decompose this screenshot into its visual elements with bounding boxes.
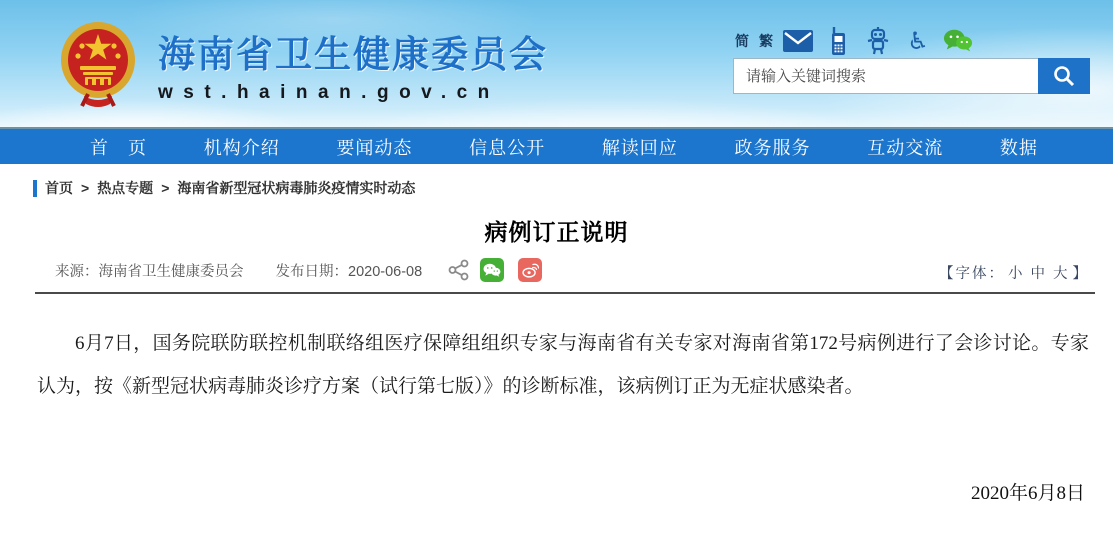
nav-item-info-disclosure[interactable]: 信息公开 [469, 137, 546, 158]
font-size-medium-button[interactable]: 中 [1030, 266, 1047, 282]
mail-icon[interactable] [783, 28, 813, 54]
search-bar [733, 58, 1090, 94]
article-signature-date: 2020年6月8日 [970, 483, 1085, 504]
font-size-large-button[interactable]: 大 [1053, 266, 1070, 282]
search-button[interactable] [1038, 58, 1090, 94]
font-size-small-button[interactable]: 小 [1008, 266, 1025, 282]
meta-divider-line [35, 292, 1095, 294]
article-source: 来源：海南省卫生健康委员会 [55, 263, 244, 280]
national-emblem-logo [58, 20, 138, 108]
font-control-prefix: 【字体： [939, 266, 1005, 282]
nav-item-home[interactable]: 首 页 [90, 137, 147, 158]
article-body: 6月7日，国务院联防联控机制联络组医疗保障组组织专家与海南省有关专家对海南省第172号病例进行了会诊讨论。专家认为，按《新型冠状病毒肺炎诊疗方案（试行第七版）》的诊断标准，该病例订正为无症状感染者。 [37, 333, 1089, 397]
article-title: 病例订正说明 [484, 219, 629, 245]
weibo-share-icon[interactable] [518, 258, 542, 282]
breadcrumb-separator: > [81, 180, 90, 196]
header-toolbar [735, 28, 973, 54]
site-url: wst.hainan.gov.cn [158, 82, 500, 103]
robot-icon[interactable] [863, 28, 893, 54]
lang-traditional-button[interactable]: 繁 [759, 33, 773, 49]
breadcrumb [33, 178, 415, 198]
lang-simplified-button[interactable]: 简 [735, 33, 749, 49]
mobile-phone-icon[interactable] [823, 28, 853, 54]
nav-item-interaction[interactable]: 互动交流 [867, 137, 944, 158]
breadcrumb-home[interactable]: 首页 [45, 180, 73, 196]
share-icon[interactable] [448, 259, 470, 281]
breadcrumb-hot-topics[interactable]: 热点专题 [97, 180, 154, 196]
search-icon [1052, 64, 1076, 88]
article-publish-date: 发布日期：2020-06-08 [275, 263, 423, 280]
site-brand [158, 24, 548, 104]
site-header [0, 0, 1113, 127]
font-size-control [939, 262, 1089, 283]
site-title: 海南省卫生健康委员会 [158, 34, 548, 75]
breadcrumb-current-page[interactable]: 海南省新型冠状病毒肺炎疫情实时动态 [177, 180, 416, 196]
font-control-suffix: 】 [1072, 266, 1089, 282]
main-nav [0, 127, 1113, 164]
nav-item-data[interactable]: 数据 [999, 137, 1038, 158]
nav-item-news[interactable]: 要闻动态 [336, 137, 413, 158]
breadcrumb-accent-bar [33, 180, 37, 197]
search-input[interactable] [733, 58, 1038, 94]
nav-item-about[interactable]: 机构介绍 [203, 137, 280, 158]
accessibility-icon[interactable]: ♿ [907, 27, 929, 55]
article-meta [55, 258, 556, 282]
wechat-icon[interactable] [943, 28, 973, 54]
breadcrumb-separator: > [161, 180, 170, 196]
nav-item-gov-services[interactable]: 政务服务 [734, 137, 811, 158]
wechat-share-icon[interactable] [480, 258, 504, 282]
nav-item-interpretation[interactable]: 解读回应 [601, 137, 678, 158]
